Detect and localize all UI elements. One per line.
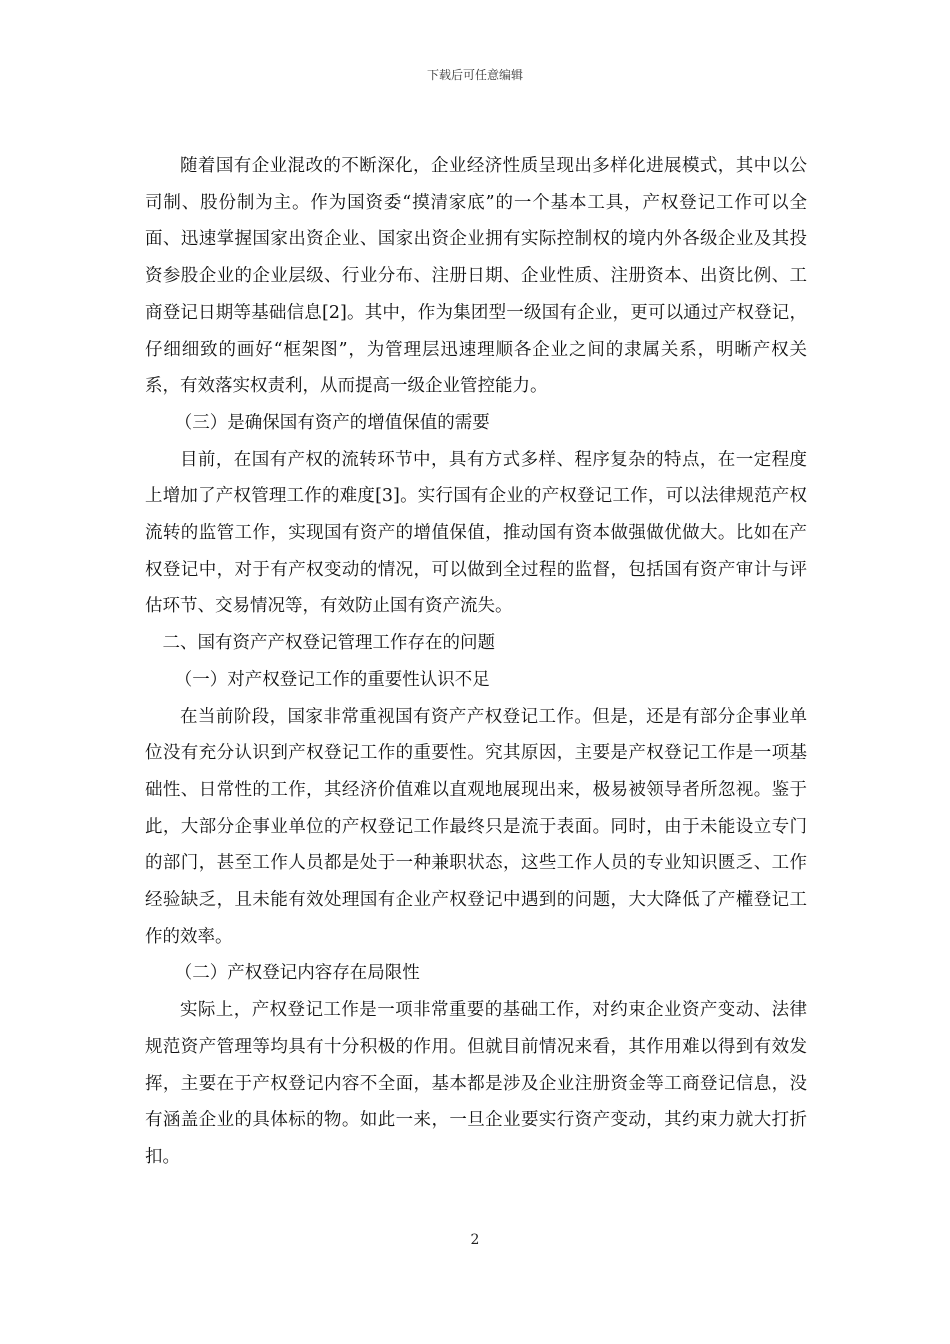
document-body bbox=[145, 148, 807, 1176]
body-paragraph: 实际上，产权登记工作是一项非常重要的基础工作，对约束企业资产变动、法律规范资产管理等均具有十分积极的作用。但就目前情况来看，其作用难以得到有效发挥，主要在于产权登记内容不全面，基本都是涉及企业注册资金等工商登记信息，没有涵盖企业的具体标的物。如此一来，一旦企业要实行资产变动，其约束力就大打折扣。 bbox=[145, 1000, 807, 1167]
subsection-heading: （二）产权登记内容存在局限性 bbox=[174, 963, 420, 984]
subsection-heading: （一）对产权登记工作的重要性认识不足 bbox=[174, 669, 490, 690]
body-paragraph: 随着国有企业混改的不断深化，企业经济性质呈现出多样化进展模式，其中以公司制、股份制为主。作为国资委“摸清家底”的一个基本工具，产权登记工作可以全面、迅速掌握国家出资企业、国家出资企业拥有实际控制权的境内外各级企业及其投资参股企业的企业层级、行业分布、注册日期、企业性质、注册资本、出资比例、工商登记日期等基础信息[2]。其中，作为集团型一级国有企业，更可以通过产权登记，仔细细致的画好“框架图”，为管理层迅速理顺各企业之间的隶属关系，明晰产权关系，有效落实权责利，从而提高一级企业管控能力。 bbox=[145, 156, 807, 397]
body-paragraph: 目前，在国有产权的流转环节中，具有方式多样、程序复杂的特点，在一定程度上增加了产权管理工作的难度[3]。实行国有企业的产权登记工作，可以法律规范产权流转的监管工作，实现国有资产的增值保值，推动国有资本做强做优做大。比如在产权登记中，对于有产权变动的情况，可以做到全过程的监督，包括国有资产审计与评估环节、交易情况等，有效防止国有资产流失。 bbox=[145, 449, 807, 617]
body-paragraph: 在当前阶段，国家非常重视国有资产产权登记工作。但是，还是有部分企事业单位没有充分认识到产权登记工作的重要性。究其原因，主要是产权登记工作是一项基础性、日常性的工作，其经济价值难以直观地展现出来，极易被领导者所忽视。鉴于此，大部分企事业单位的产权登记工作最终只是流于表面。同时，由于未能设立专门的部门，甚至工作人员都是处于一种兼职状态，这些工作人员的专业知识匮乏、工作经验缺乏，且未能有效处理国有企业产权登记中遇到的问题，大大降低了产權登记工作的效率。 bbox=[145, 706, 807, 947]
page-number: 2 bbox=[470, 1232, 480, 1248]
page-header-note: 下载后可任意编辑 bbox=[426, 68, 523, 82]
subsection-heading: （三）是确保国有资产的增值保值的需要 bbox=[174, 412, 490, 433]
section-heading: 二、国有资产产权登记管理工作存在的问题 bbox=[162, 633, 495, 654]
